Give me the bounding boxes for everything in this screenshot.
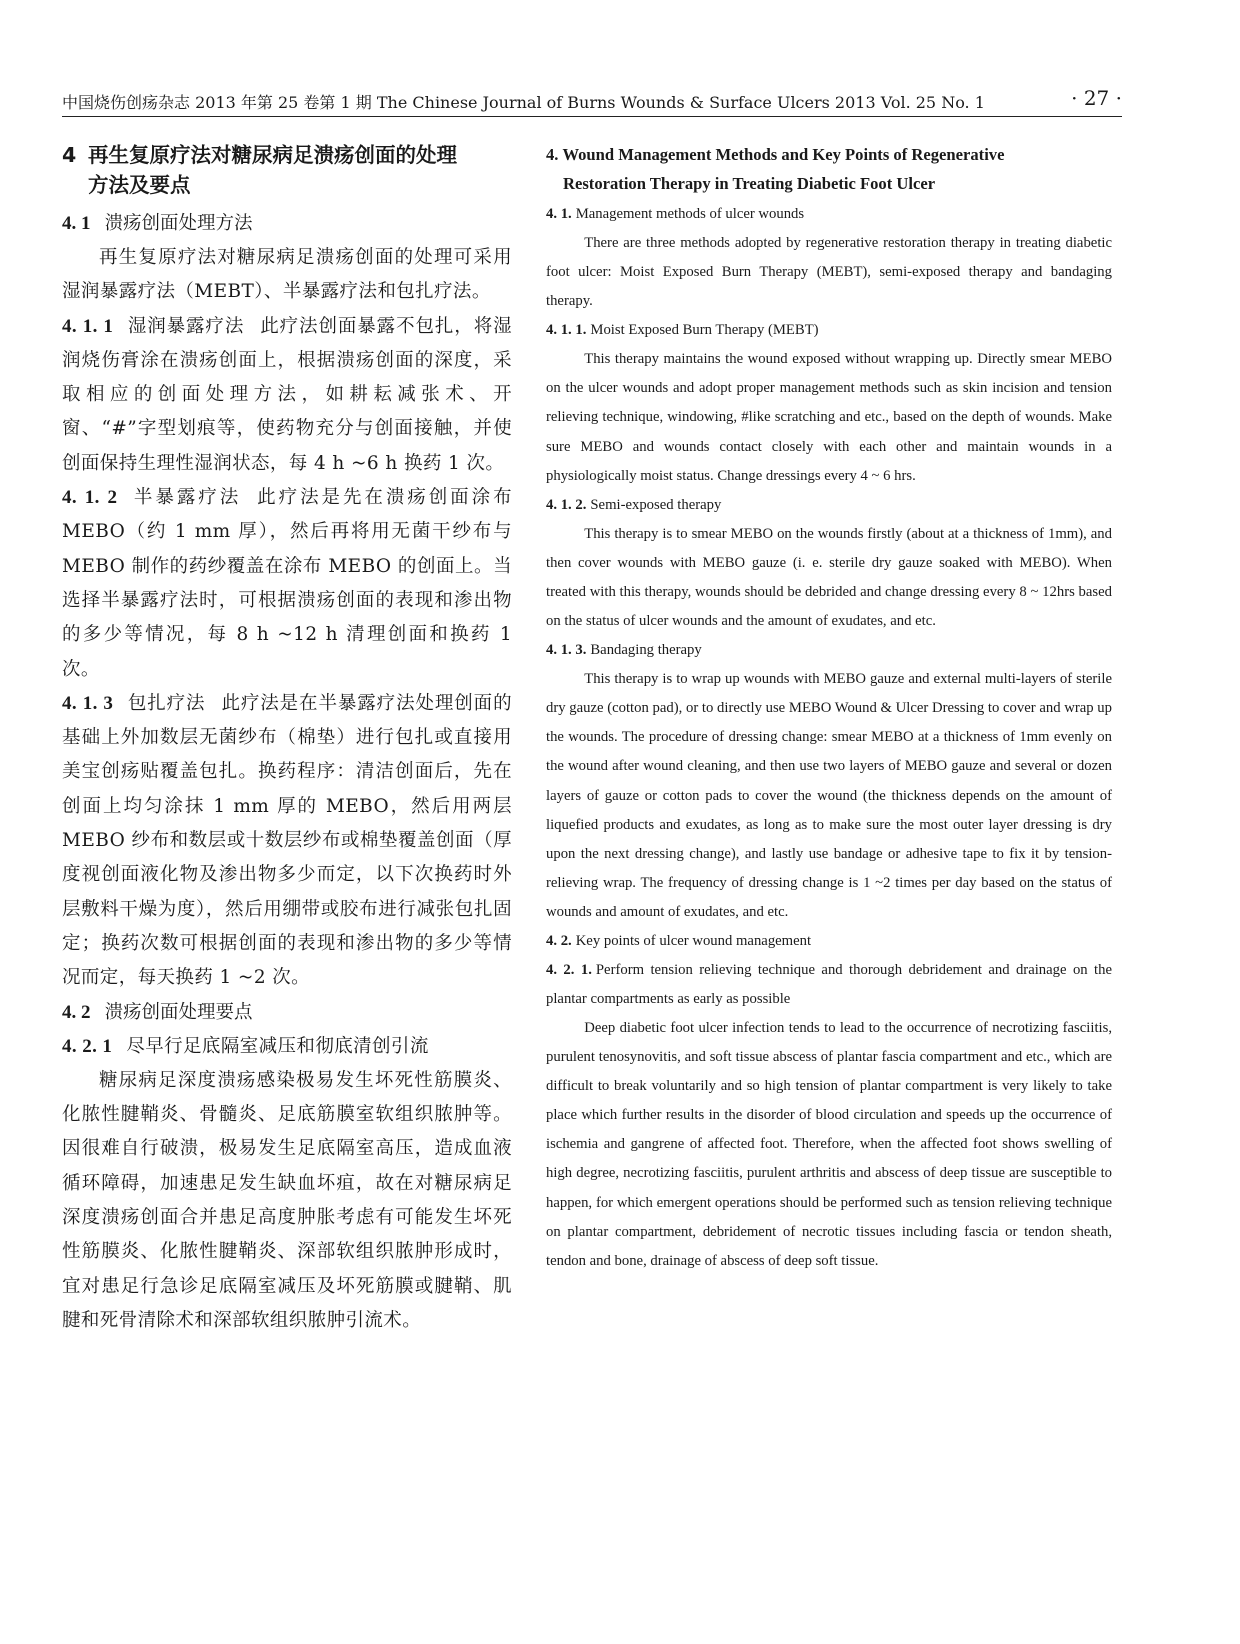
- heading-line: 方法及要点: [88, 173, 191, 197]
- running-header: [62, 86, 1122, 117]
- section-4-2-1-heading-zh: [62, 1030, 512, 1064]
- heading-line: 再生复原疗法对糖尿病足溃疡创面的处理: [88, 143, 457, 167]
- section-title: 溃疡创面处理方法: [104, 213, 253, 234]
- section-term: 半暴露疗法: [131, 487, 242, 509]
- section-4-1-heading-en: [546, 200, 1112, 229]
- section-4-2-1-text-zh: 糖尿病足深度溃疡感染极易发生坏死性筋膜炎、化脓性腱鞘炎、骨髓炎、足底筋膜室软组织脓肿等。因很难自行破溃，极易发生足底隔室高压，造成血液循环障碍，加速患足发生缺血坏疽，故在对糖尿病足深度溃疡创面合并患足高度肿胀考虑有可能发生坏死性筋膜炎、化脓性腱鞘炎、深部软组织脓肿形成时，宜对患足行急诊足底隔室减压及坏死筋膜或腱鞘、肌腱和死骨清除术和深部软组织脓肿引流术。: [62, 1069, 512, 1331]
- section-number: 4.: [546, 145, 559, 164]
- section-number: 4. 2. 1: [62, 1035, 113, 1057]
- section-4-1-2-heading-en: [546, 491, 1112, 520]
- section-title: Key points of ulcer wound management: [575, 932, 812, 949]
- section-4-1-3-text-en: This therapy is to wrap up wounds with MEBO gauze and external multi-layers of sterile dry gauze (cotton pad), or to directly use MEBO Wound & Ulcer Dressing to cover and wrap up the wounds. The procedure of dressing change: smear MEBO at a thickness of 1mm evenly on the wound after wound cleaning, and then use two layers of MEBO gauze and several or dozen layers of gauze or cotton pads to cover the wound (the thickness depends on the amount of liquefied products and exudates, as long as to make sure the most outer layer dressing is dry upon the next dressing change), and lastly use bandage or adhesive tape to fix it by tension-relieving wrap. The frequency of dressing change is 1 ~2 times per day based on the status of wounds and amount of exudates, and etc.: [546, 671, 1112, 920]
- section-number: 4. 1. 1: [62, 315, 114, 337]
- section-number: 4. 1.: [546, 206, 572, 222]
- section-4-2-heading-en: [546, 927, 1112, 956]
- section-title: Moist Exposed Burn Therapy (MEBT): [590, 322, 819, 339]
- page-number: · 27 ·: [1071, 86, 1122, 110]
- section-number: 4. 1: [62, 213, 91, 234]
- section-4-2-1-text-en: Deep diabetic foot ulcer infection tends to lead to the occurrence of necrotizing fasciitis, purulent tenosynovitis, and soft tissue abscess of plantar fascia compartment and etc., which are difficult to break voluntarily and so high tension of plantar compartment is very likely to take place which further results in the disorder of blood circulation and speeds up the occurrence of ischemia and gangrene of affected foot. Therefore, when the affected foot shows swelling of high degree, necrotizing fasciitis, purulent arthritis and abscess of deep tissue are susceptible to happen, for which emergent operations should be performed such as tension relieving technique on plantar compartment, debridement of necrotic tissues including fascia or tendon sheath, tendon and bone, drainage of abscess of deep soft tissue.: [546, 1019, 1112, 1269]
- section-4-heading-en: [546, 140, 1112, 198]
- intro-paragraph-en: There are three methods adopted by regenerative restoration therapy in treating diabetic foot ulcer: Moist Exposed Burn Therapy (MEBT), semi-exposed therapy and bandaging therapy.: [546, 235, 1112, 310]
- section-number: 4. 1. 3.: [546, 642, 587, 659]
- section-number: 4. 1. 2: [62, 487, 118, 509]
- section-4-1-3-heading-en: [546, 636, 1112, 665]
- heading-line: Wound Management Methods and Key Points of Regenerative: [562, 145, 1005, 164]
- intro-paragraph-zh: 再生复原疗法对糖尿病足溃疡创面的处理可采用湿润暴露疗法（MEBT）、半暴露疗法和包扎疗法。: [62, 247, 512, 303]
- section-4-1-3-zh: [62, 687, 512, 996]
- journal-citation: 中国烧伤创疡杂志 2013 年第 25 卷第 1 期 The Chinese Journal of Burns Wounds & Surface Ulcers 2013 Vol. 25 No. 1: [62, 93, 985, 112]
- chinese-column: [62, 140, 512, 1338]
- section-text: 此疗法创面暴露不包扎，将湿润烧伤膏涂在溃疡创面上，根据溃疡创面的深度，采取相应的创面处理方法，如耕耘减张术、开窗、“#”字型划痕等，使药物充分与创面接触，并使创面保持生理性湿润状态，每 4 h ~6 h 换药 1 次。: [62, 315, 512, 474]
- section-number: 4. 1. 3: [62, 692, 114, 714]
- english-column: [546, 140, 1112, 1276]
- section-number: 4. 2: [62, 1001, 91, 1023]
- section-text: 此疗法是在半暴露疗法处理创面的基础上外加数层无菌纱布（棉垫）进行包扎或直接用美宝创疡贴覆盖包扎。换药程序：清洁创面后，先在创面上均匀涂抹 1 mm 厚的 MEBO，然后用两层 MEBO 纱布和数层或十数层纱布或棉垫覆盖创面（厚度视创面液化物及渗出物多少而定，以下次换药时外层敷料干燥为度），然后用绷带或胶布进行减张包扎固定；换药次数可根据创面的表现和渗出物的多少等情况而定，每天换药 1 ~2 次。: [62, 692, 512, 989]
- section-title: Semi-exposed therapy: [590, 496, 722, 513]
- section-number: 4. 2.: [546, 932, 572, 949]
- section-4-1-1-text-en: This therapy maintains the wound exposed without wrapping up. Directly smear MEBO on the ulcer wounds and adopt proper management methods such as skin incision and tension relieving technique, windowing, #like scratching and etc., based on the depth of wounds. Make sure MEBO and wounds contact closely with each other and maintain wounds in a physiologically moist status. Change dressings every 4 ~ 6 hrs.: [546, 351, 1112, 484]
- section-text: 此疗法是先在溃疡创面涂布 MEBO（约 1 mm 厚），然后再将用无菌干纱布与 MEBO 制作的药纱覆盖在涂布 MEBO 的创面上。当选择半暴露疗法时，可根据溃疡创面的表现和渗出物的多少等情况，每 8 h ~12 h 清理创面和换药 1 次。: [62, 487, 512, 680]
- section-number: 4: [62, 143, 77, 167]
- section-4-1-heading-zh: [62, 207, 512, 241]
- section-4-1-1-zh: [62, 310, 512, 481]
- section-term: 包扎疗法: [127, 692, 206, 714]
- section-number: 4. 1. 1.: [546, 322, 587, 339]
- section-4-heading-zh: [62, 140, 512, 200]
- section-term: 湿润暴露疗法: [127, 315, 245, 337]
- section-4-1-2-text-en: This therapy is to smear MEBO on the wounds firstly (about at a thickness of 1mm), and then cover wounds with MEBO gauze (i. e. sterile dry gauze soaked with MEBO). When treated with this therapy, wounds should be debrided and change dressing every 8 ~ 12hrs based on the status of ulcer wounds and the amount of exudates, and etc.: [546, 525, 1112, 630]
- section-4-1-2-zh: [62, 481, 512, 687]
- section-4-1-1-heading-en: [546, 316, 1112, 345]
- section-title: 尽早行足底隔室减压和彻底清创引流: [126, 1035, 429, 1057]
- heading-line: Restoration Therapy in Treating Diabetic Foot Ulcer: [563, 174, 936, 193]
- section-number: 4. 2. 1.: [546, 961, 592, 978]
- section-title: Management methods of ulcer wounds: [575, 206, 805, 222]
- section-title: Bandaging therapy: [590, 642, 702, 659]
- section-4-2-1-heading-en: [546, 956, 1112, 1014]
- section-number: 4. 1. 2.: [546, 496, 587, 513]
- section-4-2-heading-zh: [62, 996, 512, 1030]
- section-title: 溃疡创面处理要点: [104, 1001, 253, 1023]
- section-title: Perform tension relieving technique and thorough debridement and drainage on the plantar compartments as early as possible: [546, 961, 1112, 1007]
